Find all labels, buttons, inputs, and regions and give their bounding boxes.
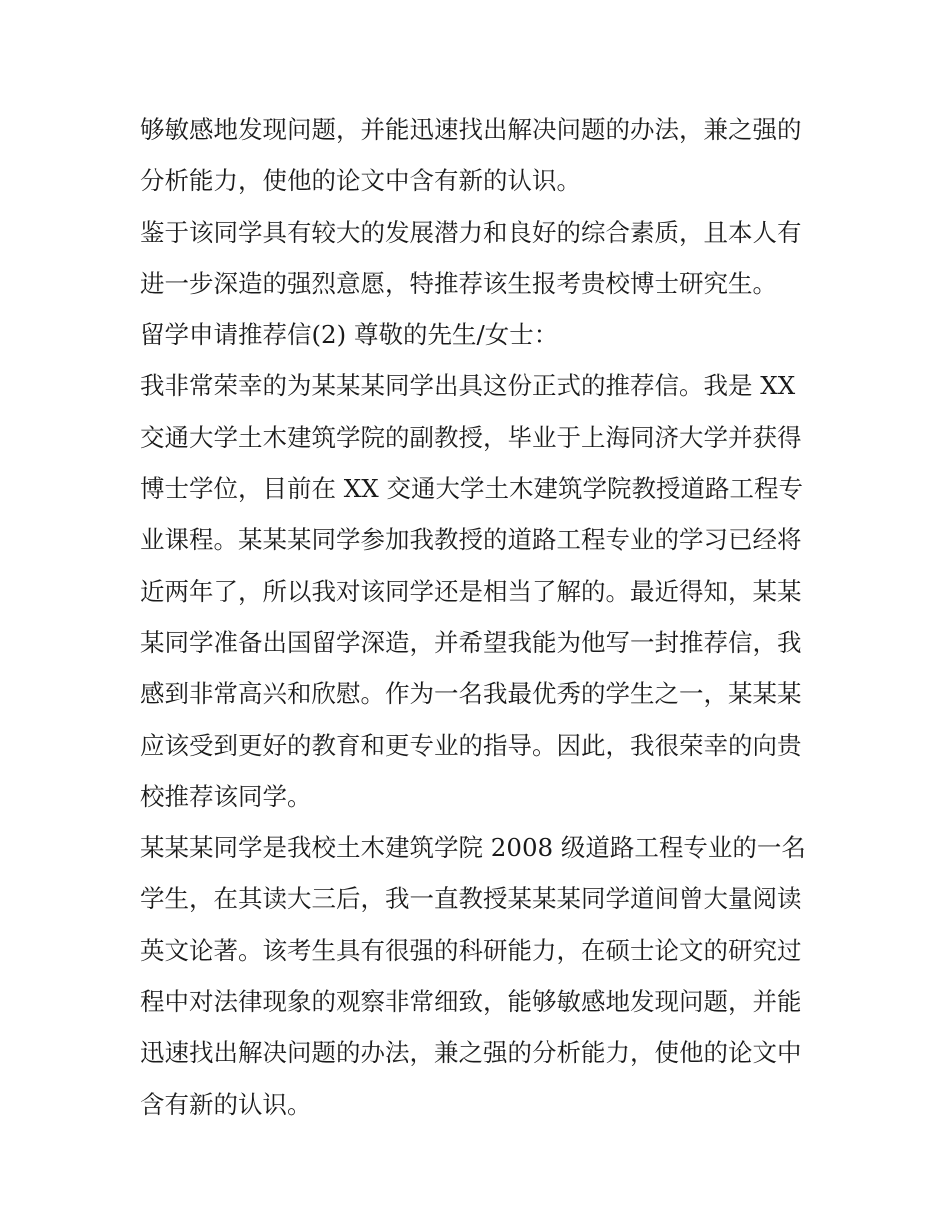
text-line: 应该受到更好的教育和更专业的指导。因此，我很荣幸的向贵 bbox=[140, 730, 802, 760]
text-line: 业课程。某某某同学参加我教授的道路工程专业的学习已经将 bbox=[140, 525, 802, 555]
text-line: 博士学位，目前在 XX 交通大学土木建筑学院教授道路工程专 bbox=[140, 474, 803, 504]
text-line: 进一步深造的强烈意愿，特推荐该生报考贵校博士研究生。 bbox=[140, 268, 777, 298]
text-line: 感到非常高兴和欣慰。作为一名我最优秀的学生之一，某某某 bbox=[140, 679, 802, 709]
text-line: 分析能力，使他的论文中含有新的认识。 bbox=[140, 166, 581, 196]
text-line: 某某某同学是我校土木建筑学院 2008 级道路工程专业的一名 bbox=[140, 833, 806, 863]
text-line: 近两年了，所以我对该同学还是相当了解的。最近得知，某某 bbox=[140, 576, 802, 606]
letter-body bbox=[140, 104, 820, 1130]
section-heading-line: 留学申请推荐信(2) 尊敬的先生/女士： bbox=[140, 320, 559, 350]
text-line: 我非常荣幸的为某某某同学出具这份正式的推荐信。我是 XX bbox=[140, 371, 796, 401]
text-line: 英文论著。该考生具有很强的科研能力，在硕士论文的研究过 bbox=[140, 935, 802, 965]
text-line: 校推荐该同学。 bbox=[140, 781, 312, 811]
text-line: 某同学准备出国留学深造，并希望我能为他写一封推荐信，我 bbox=[140, 627, 802, 657]
text-line: 迅速找出解决问题的办法，兼之强的分析能力，使他的论文中 bbox=[140, 1038, 802, 1068]
text-line: 鉴于该同学具有较大的发展潜力和良好的综合素质，且本人有 bbox=[140, 217, 802, 247]
text-line: 够敏感地发现问题，并能迅速找出解决问题的办法，兼之强的 bbox=[140, 115, 802, 144]
text-line: 程中对法律现象的观察非常细致，能够敏感地发现问题，并能 bbox=[140, 987, 802, 1017]
text-line: 学生，在其读大三后，我一直教授某某某同学道间曾大量阅读 bbox=[140, 884, 802, 914]
text-line: 交通大学土木建筑学院的副教授，毕业于上海同济大学并获得 bbox=[140, 422, 802, 452]
text-line: 含有新的认识。 bbox=[140, 1089, 312, 1119]
